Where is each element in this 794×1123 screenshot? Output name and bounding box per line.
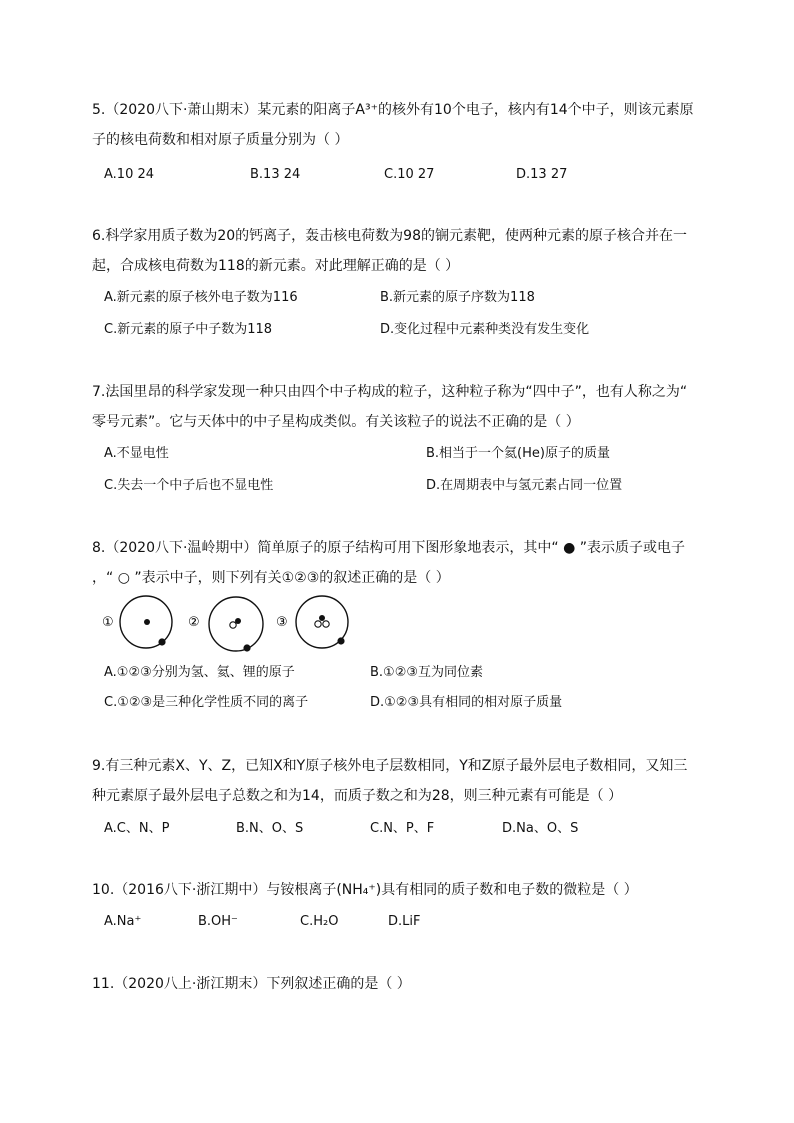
question-10-option-a: A.Na⁺ — [104, 914, 142, 929]
question-5-option-d: D.13 27 — [516, 167, 568, 182]
question-7-line-1: 7.法国里昂的科学家发现一种只由四个中子构成的粒子，这种粒子称为“四中子”，也有人称之为“ — [92, 384, 688, 400]
question-8-option-b: B.①②③互为同位素 — [370, 665, 484, 680]
question-5-option-b: B.13 24 — [250, 167, 301, 182]
question-10-line-1: 10.（2016八下·浙江期中）与铵根离子(NH₄⁺)具有相同的质子数和电子数的微粒是（ ） — [92, 882, 638, 898]
question-8-line-2: ，“ ○ ”表示中子，则下列有关①②③的叙述正确的是（ ） — [92, 570, 450, 586]
question-6-option-c: C.新元素的原子中子数为118 — [104, 322, 273, 337]
atom-3-figure — [296, 596, 348, 648]
question-7-option-c: C.失去一个中子后也不显电性 — [104, 478, 274, 493]
atom-2-label: ② — [188, 615, 200, 630]
atom-3-neutron-1 — [315, 621, 321, 627]
question-11-line-1: 11.（2020八上·浙江期末）下列叙述正确的是（ ） — [92, 976, 411, 992]
question-5-option-c: C.10 27 — [384, 167, 435, 182]
question-7-line-2: 零号元素”。它与天体中的中子星构成类似。有关该粒子的说法不正确的是（ ） — [92, 414, 580, 430]
question-5-line-2: 子的核电荷数和相对原子质量分别为（ ） — [92, 132, 349, 148]
atom-3-proton — [319, 615, 325, 621]
atom-1-electron — [158, 638, 165, 645]
question-6-option-d: D.变化过程中元素种类没有发生变化 — [380, 322, 590, 337]
question-8-option-d: D.①②③具有相同的相对原子质量 — [370, 695, 563, 710]
atom-structure-diagram — [100, 594, 370, 654]
question-6-line-2: 起，合成核电荷数为118的新元素。对此理解正确的是（ ） — [92, 258, 460, 274]
question-9-line-2: 种元素原子最外层电子总数之和为14，而质子数之和为28，则三种元素有可能是（ ） — [92, 788, 623, 804]
question-9-option-b: B.N、O、S — [236, 821, 304, 836]
question-7-option-b: B.相当于一个氦(He)原子的质量 — [426, 446, 610, 461]
atom-2-neutron — [230, 622, 236, 628]
question-6-line-1: 6.科学家用质子数为20的钙离子，轰击核电荷数为98的锎元素靶，使两种元素的原子核合并在一 — [92, 228, 687, 244]
question-7-option-d: D.在周期表中与氢元素占同一位置 — [426, 478, 623, 493]
question-9-line-1: 9.有三种元素X、Y、Z，已知X和Y原子核外电子层数相同，Y和Z原子最外层电子数相同，又知三 — [92, 758, 688, 774]
question-5-line-1: 5.（2020八下·萧山期末）某元素的阳离子A³⁺的核外有10个电子，核内有14个中子，则该元素原 — [92, 102, 694, 118]
atom-1-proton — [144, 619, 150, 625]
atom-2-figure — [209, 597, 263, 652]
atom-3-label: ③ — [276, 615, 288, 630]
question-9-option-a: A.C、N、P — [104, 821, 170, 836]
question-9-option-c: C.N、P、F — [370, 821, 435, 836]
question-8-option-c: C.①②③是三种化学性质不同的离子 — [104, 695, 309, 710]
question-8-option-a: A.①②③分别为氢、氦、锂的原子 — [104, 665, 295, 680]
question-6-option-b: B.新元素的原子序数为118 — [380, 290, 535, 305]
atom-3-neutron-2 — [323, 621, 329, 627]
question-10-option-d: D.LiF — [388, 914, 421, 929]
question-8-line-1: 8.（2020八下·温岭期中）简单原子的原子结构可用下图形象地表示，其中“ ● ”表示质子或电子 — [92, 540, 686, 556]
question-9-option-d: D.Na、O、S — [502, 821, 579, 836]
question-10-option-c: C.H₂O — [300, 914, 339, 929]
question-10-option-b: B.OH⁻ — [198, 914, 238, 929]
atom-1-figure — [120, 596, 172, 648]
question-5-option-a: A.10 24 — [104, 167, 155, 182]
question-7-option-a: A.不显电性 — [104, 446, 169, 461]
atom-2-electron — [243, 644, 250, 651]
atom-3-electron — [337, 637, 344, 644]
question-6-option-a: A.新元素的原子核外电子数为116 — [104, 290, 298, 305]
atom-1-label: ① — [102, 615, 114, 630]
